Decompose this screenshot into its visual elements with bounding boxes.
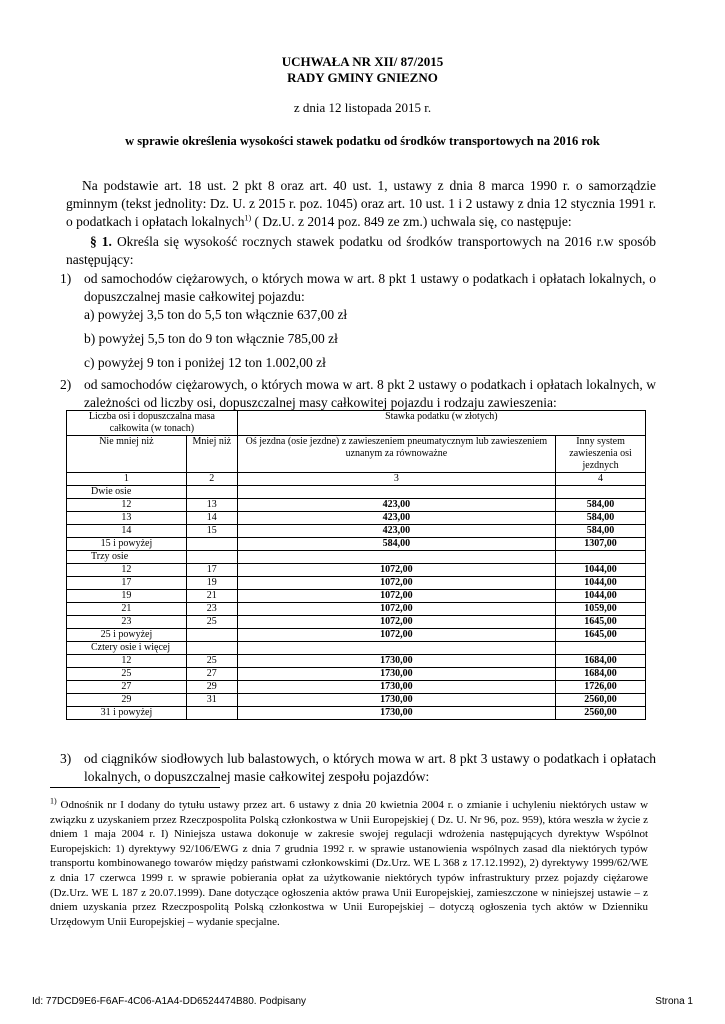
empty-cell [186, 551, 237, 564]
pneumatic-rate-cell: 1072,00 [237, 616, 555, 629]
point-1-number: 1) [60, 271, 72, 286]
table-row [67, 512, 646, 525]
max-mass-cell: 15 [186, 525, 237, 538]
footnote-text: Odnośnik nr I dodany do tytułu ustawy przez art. 6 ustawy z dnia 20 kwietnia 2004 r. o zmianie i uchyleniu niektórych ustaw w związku z uzyskaniem przez Rzeczpospolita Polską członkostwa w Unii Europejskiej ( Dz. U. Nr 96, poz. 959), która weszła w życie z dniem 1 maja 2004 r. I) Niniejsza ustawa dokonuje w zakresie swojej regulacji wdrożenia następujących dyrektyw Wspólnot Europejskich: 1) dyrektywy 92/106/EWG z dnia 7 grudnia 1992 r. w sprawie ustanowienia wspólnych zasad dla niektórych typów transportu kombinowanego towarów między państwami członkowskimi (Dz.Urz. WE L 368 z 17.12.1992), 2) dyrektywy 1999/62/WE z dnia 17 czerwca 1999 r. w sprawie pobierania opłat za użytkowanie niektórych typów infrastruktury przez pojazdy ciężarowe (Dz.Urz. WE L 187 z 20.07.1999). Dane dotyczące ogłoszenia aktów prawa Unii Europejskiej, zamieszczone w niniejszej ustawie – z dniem uzyskania przez Rzeczpospolitą Polską członkostwa w Unii Europejskiej – dotyczą ogłoszenia tych aktów w Dzienniku Urzędowym Unii Europejskiej – wydanie specjalne. [50, 799, 649, 928]
table-row [67, 564, 646, 577]
axle-group-row [67, 551, 646, 564]
max-mass-cell: 31 [186, 694, 237, 707]
min-mass-cell: 29 [67, 694, 187, 707]
min-mass-cell: 14 [67, 525, 187, 538]
resolution-subject: w sprawie określenia wysokości stawek podatku od środków transportowych na 2016 rok [125, 134, 600, 148]
footnote [50, 798, 648, 929]
table-row [67, 499, 646, 512]
col-num: 4 [556, 473, 646, 486]
other-rate-cell: 2560,00 [556, 707, 646, 720]
resolution-number: UCHWAŁA NR XII/ 87/2015 [281, 54, 444, 69]
table-row [67, 681, 646, 694]
council-name: RADY GMINY GNIEZNO [287, 70, 438, 85]
min-mass-cell: 13 [67, 512, 187, 525]
min-mass-cell: 21 [67, 603, 187, 616]
table-row [67, 603, 646, 616]
min-mass-cell: 25 [67, 668, 187, 681]
other-rate-cell: 2560,00 [556, 694, 646, 707]
max-mass-cell: 17 [186, 564, 237, 577]
pneumatic-rate-cell: 1072,00 [237, 577, 555, 590]
pneumatic-rate-cell: 1072,00 [237, 590, 555, 603]
legal-basis-text: Na podstawie art. 18 ust. 2 pkt 8 oraz art. 40 ust. 1, ustawy z dnia 8 marca 1990 r. o samorządzie gminnym (tekst jednolity: Dz. U. z 2015 r. poz. 1045) oraz art. 10 ust. 1 i 2 ustawy z dnia 12 stycznia 1991 r. o podatkach i opłatach lokalnych [66, 178, 656, 229]
table-row [67, 590, 646, 603]
col-num: 1 [67, 473, 187, 486]
max-mass-cell: 25 [186, 616, 237, 629]
point-2-number: 2) [60, 377, 72, 392]
pneumatic-rate-cell: 423,00 [237, 499, 555, 512]
axle-group-label: Trzy osie [67, 551, 187, 564]
pneumatic-rate-cell: 584,00 [237, 538, 555, 551]
point-3-number: 3) [60, 751, 72, 766]
min-mass-cell: 25 i powyżej [67, 629, 187, 642]
empty-cell [556, 551, 646, 564]
document-id: Id: 77DCD9E6-F6AF-4C06-A1A4-DD6524474B80. Podpisany [32, 996, 307, 1007]
header-min: Nie mniej niż [67, 436, 187, 473]
min-mass-cell: 27 [67, 681, 187, 694]
empty-cell [556, 486, 646, 499]
point-1-a: a) powyżej 3,5 ton do 5,5 ton włącznie 637,00 zł [84, 307, 348, 322]
pneumatic-rate-cell: 1072,00 [237, 603, 555, 616]
other-rate-cell: 584,00 [556, 525, 646, 538]
max-mass-cell: 29 [186, 681, 237, 694]
legal-basis [66, 177, 656, 231]
other-rate-cell: 1059,00 [556, 603, 646, 616]
point-2-text: od samochodów ciężarowych, o których mowa w art. 8 pkt 2 ustawy o podatkach i opłatach lokalnych, w zależności od liczby osi, dopuszczalnej masy całkowitej pojazdu i rodzaju zawieszenia: [84, 377, 656, 410]
table-row [67, 577, 646, 590]
min-mass-cell: 15 i powyżej [67, 538, 187, 551]
point-1-text: od samochodów ciężarowych, o których mowa w art. 8 pkt 1 ustawy o podatkach i opłatach lokalnych, o dopuszczalnej masie całkowitej pojazdu: [84, 271, 656, 304]
header-axes-mass: Liczba osi i dopuszczalna masa całkowita (w tonach) [67, 411, 238, 436]
footnote-mark: 1) [50, 796, 57, 806]
max-mass-cell: 19 [186, 577, 237, 590]
tax-rate-table [66, 410, 646, 720]
max-mass-cell: 21 [186, 590, 237, 603]
header-pneumatic: Oś jezdna (osie jezdne) z zawieszeniem pneumatycznym lub zawieszeniem uznanym za równoważne [237, 436, 555, 473]
max-mass-cell: 23 [186, 603, 237, 616]
other-rate-cell: 1307,00 [556, 538, 646, 551]
min-mass-cell: 31 i powyżej [67, 707, 187, 720]
empty-cell [186, 486, 237, 499]
max-mass-cell: 14 [186, 512, 237, 525]
header-other: Inny system zawieszenia osi jezdnych [556, 436, 646, 473]
other-rate-cell: 584,00 [556, 512, 646, 525]
section-1 [66, 233, 656, 269]
empty-cell [186, 642, 237, 655]
table-row [67, 629, 646, 642]
min-mass-cell: 12 [67, 499, 187, 512]
min-mass-cell: 19 [67, 590, 187, 603]
axle-group-row [67, 642, 646, 655]
empty-cell [556, 642, 646, 655]
point-3-text: od ciągników siodłowych lub balastowych, o których mowa w art. 8 pkt 3 ustawy o podatkach i opłatach lokalnych, o dopuszczalnej masie całkowitej zespołu pojazdów: [84, 751, 656, 784]
other-rate-cell: 1684,00 [556, 655, 646, 668]
min-mass-cell: 23 [67, 616, 187, 629]
pneumatic-rate-cell: 1072,00 [237, 629, 555, 642]
other-rate-cell: 1726,00 [556, 681, 646, 694]
axle-group-label: Dwie osie [67, 486, 187, 499]
empty-cell [237, 642, 555, 655]
other-rate-cell: 1044,00 [556, 564, 646, 577]
col-num: 3 [237, 473, 555, 486]
max-mass-cell: 27 [186, 668, 237, 681]
table-row [67, 616, 646, 629]
empty-cell [237, 551, 555, 564]
table-row [67, 538, 646, 551]
point-1-b: b) powyżej 5,5 ton do 9 ton włącznie 785,00 zł [84, 331, 338, 346]
section-mark: § 1. [90, 234, 112, 249]
min-mass-cell: 12 [67, 564, 187, 577]
max-mass-cell: 13 [186, 499, 237, 512]
resolution-date: z dnia 12 listopada 2015 r. [293, 100, 432, 115]
page-number: Strona 1 [655, 996, 693, 1007]
table-row [67, 668, 646, 681]
table-header-row [67, 411, 646, 436]
pneumatic-rate-cell: 1730,00 [237, 707, 555, 720]
table-row [67, 707, 646, 720]
table-row [67, 694, 646, 707]
pneumatic-rate-cell: 1072,00 [237, 564, 555, 577]
empty-cell [237, 486, 555, 499]
min-mass-cell: 12 [67, 655, 187, 668]
point-1-c: c) powyżej 9 ton i poniżej 12 ton 1.002,00 zł [84, 355, 326, 370]
header-tax-rate: Stawka podatku (w złotych) [237, 411, 645, 436]
other-rate-cell: 584,00 [556, 499, 646, 512]
other-rate-cell: 1645,00 [556, 629, 646, 642]
header-max: Mniej niż [186, 436, 237, 473]
max-mass-cell: 25 [186, 655, 237, 668]
pneumatic-rate-cell: 1730,00 [237, 655, 555, 668]
other-rate-cell: 1044,00 [556, 590, 646, 603]
table-row [67, 525, 646, 538]
col-num: 2 [186, 473, 237, 486]
footnote-divider [50, 787, 220, 788]
other-rate-cell: 1684,00 [556, 668, 646, 681]
table-row [67, 655, 646, 668]
section-1-text: Określa się wysokość rocznych stawek podatku od środków transportowych na 2016 r.w sposób następujący: [66, 234, 657, 267]
max-mass-cell [186, 538, 237, 551]
pneumatic-rate-cell: 1730,00 [237, 694, 555, 707]
other-rate-cell: 1645,00 [556, 616, 646, 629]
axle-group-label: Cztery osie i więcej [67, 642, 187, 655]
min-mass-cell: 17 [67, 577, 187, 590]
pneumatic-rate-cell: 1730,00 [237, 681, 555, 694]
max-mass-cell [186, 629, 237, 642]
pneumatic-rate-cell: 423,00 [237, 525, 555, 538]
column-number-row [67, 473, 646, 486]
footnote-ref: 1) [244, 213, 252, 223]
pneumatic-rate-cell: 1730,00 [237, 668, 555, 681]
max-mass-cell [186, 707, 237, 720]
table-subheader-row [67, 436, 646, 473]
axle-group-row [67, 486, 646, 499]
legal-basis-end: ( Dz.U. z 2014 poz. 849 ze zm.) uchwala się, co następuje: [254, 214, 572, 229]
other-rate-cell: 1044,00 [556, 577, 646, 590]
pneumatic-rate-cell: 423,00 [237, 512, 555, 525]
